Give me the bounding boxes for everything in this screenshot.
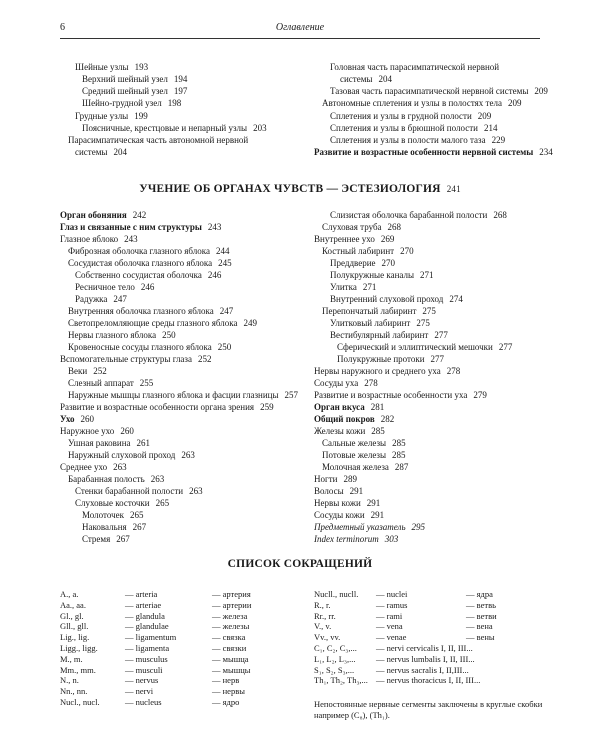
toc-entry-page: 242 — [132, 210, 147, 220]
toc-entry-page: 199 — [134, 111, 148, 121]
toc-entry-title: Предметный указатель — [314, 522, 406, 532]
toc-entry-page: 277 — [434, 330, 448, 340]
abbreviation: C₁, C₂, C₃,... — [314, 643, 357, 653]
toc-entry-page: 249 — [243, 318, 257, 328]
toc-entry — [82, 510, 144, 521]
toc-entry-page: 267 — [116, 534, 130, 544]
abbreviation-russian: — связки — [212, 643, 247, 653]
toc-entry — [68, 135, 248, 146]
toc-entry-title: Собственно сосудистая оболочка — [75, 270, 202, 280]
abbreviation: N., n. — [60, 675, 79, 686]
toc-entry-page: 247 — [219, 306, 234, 316]
toc-entry-page: 243 — [207, 222, 222, 232]
abbreviation-latin: — vena — [376, 621, 403, 632]
toc-entry — [330, 86, 548, 97]
section-heading-abbreviations: СПИСОК СОКРАЩЕНИЙ — [227, 558, 373, 570]
toc-entry — [75, 111, 148, 122]
toc-entry-page: 287 — [394, 462, 409, 472]
toc-entry-page: 275 — [422, 306, 436, 316]
abbreviation-latin: — nucleus — [125, 697, 162, 707]
toc-entry — [68, 366, 107, 377]
toc-entry-title: Сальные железы — [322, 438, 387, 448]
toc-entry — [60, 354, 211, 365]
toc-entry-page: 268 — [387, 222, 402, 232]
abbreviation: Nucl., nucl. — [60, 697, 100, 707]
toc-entry — [75, 282, 154, 293]
toc-entry-page: 197 — [173, 86, 188, 96]
toc-entry-page: 260 — [80, 414, 95, 424]
toc-entry-page: 247 — [113, 294, 127, 304]
toc-entry-page: 250 — [217, 342, 232, 352]
toc-entry — [75, 62, 148, 73]
abbreviation: R., r. — [314, 599, 331, 610]
toc-entry-title: Кровеносные сосуды глазного яблока — [68, 342, 212, 352]
toc-entry — [68, 318, 257, 329]
toc-entry-title: Сплетения и узлы в грудной полости — [330, 111, 472, 121]
abbreviation-russian: — связка — [212, 632, 246, 643]
toc-entry-title: Автономные сплетения и узлы в полостях тела — [322, 98, 502, 108]
abbreviation-latin: — nervus lumbalis I, II, III... — [376, 653, 475, 664]
toc-entry-title: Глазное яблоко — [60, 234, 119, 244]
toc-entry-page: 278 — [446, 366, 461, 376]
toc-entry-title: системы — [340, 74, 373, 84]
toc-entry — [82, 534, 130, 545]
toc-entry-title: Костный лабиринт — [322, 246, 395, 256]
abbreviation-latin: — nervus sacralis I, II,III... — [376, 664, 469, 675]
abbreviation-russian: — ветвь — [466, 599, 496, 610]
abbreviation: Aa., aa. — [60, 599, 86, 610]
toc-entry — [60, 222, 221, 233]
toc-entry — [68, 390, 298, 401]
toc-entry-title: Преддверие — [330, 258, 376, 268]
toc-entry-title: Наружные мышцы глазного яблока и фасции глазницы — [68, 390, 279, 400]
abbreviation-russian: — ветви — [466, 610, 497, 621]
toc-entry — [314, 414, 394, 425]
toc-entry-page: 279 — [473, 390, 487, 400]
toc-entry-page: 260 — [120, 426, 134, 436]
toc-entry — [322, 306, 436, 317]
toc-entry-page: 203 — [253, 123, 267, 133]
abbreviation: Th₁, Th₂, Th₃,... — [314, 675, 368, 686]
toc-entry-title: Index terminorum — [314, 534, 379, 544]
toc-entry-title: Развитие и возрастные особенности нервной системы — [314, 147, 534, 157]
abbreviation-latin: — arteria — [125, 589, 158, 599]
toc-entry — [60, 426, 134, 437]
toc-entry-page: 257 — [284, 390, 299, 400]
toc-entry — [82, 98, 181, 109]
toc-entry — [68, 474, 164, 485]
toc-entry-title: Тазовая часть парасимпатической нервной системы — [330, 86, 529, 96]
toc-entry-title: Слизистая оболочка барабанной полости — [330, 210, 488, 220]
toc-entry-page: 268 — [493, 210, 507, 220]
toc-entry-page: 263 — [113, 462, 127, 472]
toc-entry-title: Сосуды уха — [314, 378, 359, 388]
toc-entry — [330, 258, 395, 269]
abbreviation-latin: — glandula — [125, 610, 165, 621]
abbreviation-latin: — musculus — [125, 653, 168, 664]
toc-entry — [314, 486, 363, 497]
toc-entry-page: 277 — [430, 354, 445, 364]
toc-entry — [75, 498, 169, 509]
abbreviation-latin: — musculi — [125, 664, 163, 675]
toc-entry — [330, 282, 376, 293]
abbreviation-russian: — железа — [212, 610, 248, 621]
toc-entry — [75, 270, 221, 281]
toc-entry-page: 245 — [218, 258, 232, 268]
toc-entry-page: 246 — [207, 270, 222, 280]
toc-entry-title: Улитка — [330, 282, 357, 292]
toc-entry-page: 252 — [93, 366, 107, 376]
toc-entry — [60, 234, 138, 245]
toc-entry — [314, 378, 378, 389]
toc-entry-title: Среднее ухо — [60, 462, 108, 472]
abbreviation-latin: — nervi cervicalis I, II, III... — [376, 643, 473, 653]
toc-entry — [322, 462, 408, 473]
toc-entry-title: Сосуды кожи — [314, 510, 365, 520]
abbreviation-russian: — артерия — [212, 589, 251, 599]
abbreviation-latin: — nuclei — [376, 589, 408, 599]
toc-entry — [60, 402, 274, 413]
toc-entry-title: Вестибулярный лабиринт — [330, 330, 429, 340]
toc-entry — [340, 74, 392, 85]
toc-entry — [330, 123, 497, 134]
toc-entry-title: Волосы — [314, 486, 344, 496]
toc-entry-title: Полукружные каналы — [330, 270, 414, 280]
toc-entry — [75, 486, 203, 497]
abbreviation-latin: — glandulae — [125, 621, 169, 632]
toc-entry-page: 295 — [411, 522, 426, 532]
toc-entry-page: 271 — [420, 270, 434, 280]
abbreviation: Nucll., nucll. — [314, 589, 359, 599]
toc-entry-page: 194 — [173, 74, 188, 84]
toc-entry-page: 291 — [366, 498, 381, 508]
toc-entry — [68, 330, 176, 341]
toc-entry-page: 285 — [392, 450, 406, 460]
toc-entry — [82, 86, 187, 97]
toc-entry-title: Слезный аппарат — [68, 378, 134, 388]
abbreviation: Gll., gll. — [60, 621, 89, 632]
toc-entry-title: Внутренний слуховой проход — [330, 294, 444, 304]
toc-entry — [68, 450, 195, 461]
toc-entry-title: Светопреломляющие среды глазного яблока — [68, 318, 238, 328]
abbreviation: V., v. — [314, 621, 332, 632]
toc-entry-page: 271 — [362, 282, 377, 292]
toc-entry — [322, 438, 406, 449]
abbreviation-russian: — артерии — [212, 599, 252, 610]
toc-entry-page: 229 — [491, 135, 506, 145]
abbreviation: Nn., nn. — [60, 686, 88, 697]
abbreviation-latin: — ramus — [376, 599, 408, 610]
toc-entry-page: 259 — [260, 402, 274, 412]
toc-entry — [322, 98, 521, 109]
toc-entry-page: 198 — [167, 98, 182, 108]
toc-entry — [314, 534, 398, 545]
toc-entry-page: 255 — [139, 378, 154, 388]
toc-entry-title: Развитие и возрастные особенности уха — [314, 390, 468, 400]
toc-entry-page: 291 — [349, 486, 364, 496]
toc-entry-title: Сферический и эллиптический мешочки — [337, 342, 493, 352]
toc-entry — [82, 74, 187, 85]
toc-entry-page: 270 — [400, 246, 414, 256]
toc-entry-page: 277 — [498, 342, 513, 352]
toc-entry-title: Внутреннее ухо — [314, 234, 375, 244]
toc-entry — [330, 330, 448, 341]
abbreviation: A., a. — [60, 589, 79, 599]
toc-entry — [330, 210, 507, 221]
toc-entry-title: Железы кожи — [314, 426, 366, 436]
toc-entry-title: Полукружные протоки — [337, 354, 425, 364]
toc-entry-title: Наковальня — [82, 522, 127, 532]
abbreviation-russian: — вена — [466, 621, 493, 632]
toc-entry-title: Ухо — [60, 414, 75, 424]
abbreviation-russian: — ядро — [212, 697, 240, 707]
toc-entry-title: Средний шейный узел — [82, 86, 168, 96]
toc-entry-title: Веки — [68, 366, 88, 376]
toc-entry-title: Грудные узлы — [75, 111, 129, 121]
toc-entry-title: Стремя — [82, 534, 111, 544]
toc-entry-page: 209 — [477, 111, 492, 121]
toc-entry-title: Нервы глазного яблока — [68, 330, 157, 340]
toc-entry-page: 303 — [384, 534, 399, 544]
toc-entry-title: Барабанная полость — [68, 474, 145, 484]
toc-entry — [337, 354, 444, 365]
toc-entry-page: 204 — [113, 147, 127, 157]
toc-entry-page: 267 — [132, 522, 147, 532]
toc-entry-title: Нервы наружного и среднего уха — [314, 366, 441, 376]
toc-entry — [330, 135, 505, 146]
toc-entry-title: Верхний шейный узел — [82, 74, 168, 84]
toc-entry — [314, 426, 385, 437]
toc-entry — [322, 222, 401, 233]
abbreviation: Lig., lig. — [60, 632, 90, 643]
toc-entry-page: 263 — [189, 486, 203, 496]
toc-entry-title: Перепончатый лабиринт — [322, 306, 417, 316]
toc-entry-page: 265 — [155, 498, 170, 508]
toc-entry — [314, 366, 460, 377]
toc-entry — [314, 498, 380, 509]
abbreviation: S₁, S₂, S₃,... — [314, 664, 355, 675]
toc-entry-page: 270 — [381, 258, 396, 268]
abbreviation-russian: — нервы — [212, 686, 245, 697]
toc-entry-title: Глаз и связанные с ним структуры — [60, 222, 202, 232]
abbreviation-latin: — arteriae — [125, 599, 162, 610]
toc-entry-title: Орган обоняния — [60, 210, 127, 220]
toc-entry-page: 209 — [534, 86, 548, 96]
toc-entry-page: 214 — [483, 123, 498, 133]
abbreviation-latin: — ligamenta — [125, 643, 170, 653]
toc-entry-title: Общий покров — [314, 414, 375, 424]
toc-entry-title: Сплетения и узлы в брюшной полости — [330, 123, 478, 133]
toc-entry-title: Парасимпатическая часть автономной нервной — [68, 135, 249, 145]
toc-entry-page: 243 — [124, 234, 138, 244]
toc-entry-title: Орган вкуса — [314, 402, 365, 412]
toc-entry-title: Сплетения и узлы в полости малого таза — [330, 135, 486, 145]
toc-entry — [330, 270, 434, 281]
toc-entry-page: 204 — [378, 74, 392, 84]
toc-entry-title: Ногти — [314, 474, 338, 484]
toc-entry-page: 250 — [162, 330, 176, 340]
toc-entry-title: Шейно-грудной узел — [82, 98, 162, 108]
toc-entry-title: Молоточек — [82, 510, 125, 520]
toc-entry — [60, 414, 94, 425]
toc-entry — [314, 147, 553, 158]
abbreviation-latin: — rami — [376, 610, 403, 621]
toc-entry-title: Улитковый лабиринт — [330, 318, 411, 328]
toc-entry — [82, 123, 267, 134]
toc-entry-title: Радужка — [75, 294, 108, 304]
toc-entry-page: 265 — [130, 510, 144, 520]
toc-entry — [68, 258, 232, 269]
abbreviation: Mm., mm. — [60, 664, 96, 675]
toc-entry-title: Поясничные, крестцовые и непарный узлы — [82, 123, 248, 133]
toc-entry-title: Фиброзная оболочка глазного яблока — [68, 246, 211, 256]
toc-entry-page: 282 — [380, 414, 395, 424]
abbreviation-russian: — ядра — [466, 589, 493, 599]
toc-entry-page: 261 — [136, 438, 150, 448]
abbreviation-latin: — nervi — [125, 686, 154, 697]
toc-entry-page: 244 — [216, 246, 230, 256]
toc-entry-page: 263 — [181, 450, 195, 460]
toc-entry — [314, 234, 394, 245]
toc-entry-page: 289 — [343, 474, 357, 484]
toc-entry-page: 193 — [134, 62, 149, 72]
abbreviation: Vv., vv. — [314, 632, 341, 643]
toc-entry — [337, 342, 512, 353]
abbreviation-russian: — мышцы — [212, 664, 251, 675]
toc-entry — [322, 450, 406, 461]
toc-entry-title: системы — [75, 147, 108, 157]
toc-entry — [68, 342, 231, 353]
toc-entry-page: 234 — [539, 147, 553, 157]
toc-entry — [330, 62, 499, 73]
toc-entry-title: Стенки барабанной полости — [75, 486, 184, 496]
page-number: 6 — [60, 22, 65, 33]
abbreviation-russian: — вены — [466, 632, 495, 643]
toc-entry — [68, 438, 150, 449]
toc-entry-title: Развитие и возрастные особенности органа зрения — [60, 402, 255, 412]
toc-entry — [82, 522, 146, 533]
toc-entry-page: 275 — [416, 318, 430, 328]
toc-entry-title: Слуховая труба — [322, 222, 382, 232]
toc-entry-page: 274 — [449, 294, 463, 304]
toc-entry — [330, 294, 463, 305]
abbreviation-latin: — nervus — [125, 675, 159, 686]
abbreviation-latin: — ligamentum — [125, 632, 177, 643]
toc-entry-page: 263 — [150, 474, 165, 484]
toc-entry-page: 209 — [507, 98, 522, 108]
toc-entry — [322, 246, 414, 257]
toc-entry-title: Наружный слуховой проход — [68, 450, 176, 460]
section-page-number: 241 — [446, 184, 461, 194]
toc-entry — [60, 462, 127, 473]
abbreviation-latin: — venae — [376, 632, 407, 643]
header-rule — [60, 38, 540, 39]
toc-entry-page: 285 — [371, 426, 385, 436]
toc-entry-title: Слуховые косточки — [75, 498, 150, 508]
toc-entry-title: Наружное ухо — [60, 426, 115, 436]
section-heading-esthesiology — [0, 183, 600, 195]
toc-entry-title: Шейные узлы — [75, 62, 129, 72]
toc-entry — [314, 474, 357, 485]
toc-entry — [68, 306, 233, 317]
toc-entry-page: 285 — [392, 438, 406, 448]
abbreviation-russian: — железы — [212, 621, 250, 632]
toc-entry-title: Ресничное тело — [75, 282, 135, 292]
toc-entry — [68, 246, 230, 257]
abbreviation: Ligg., ligg. — [60, 643, 98, 653]
toc-entry — [314, 402, 384, 413]
toc-entry-title: Потовые железы — [322, 450, 387, 460]
toc-entry-title: Сосудистая оболочка глазного яблока — [68, 258, 213, 268]
abbreviation: Gl., gl. — [60, 610, 84, 621]
toc-entry — [75, 147, 127, 158]
toc-entry-title: Нервы кожи — [314, 498, 361, 508]
abbreviation: Rr., rr. — [314, 610, 336, 621]
toc-entry-page: 291 — [370, 510, 385, 520]
toc-entry-page: 269 — [380, 234, 395, 244]
abbreviation: L₁, L₂, L₃,... — [314, 653, 356, 664]
toc-entry-page: 278 — [364, 378, 378, 388]
abbreviation: M., m. — [60, 653, 83, 664]
toc-entry — [330, 318, 430, 329]
toc-entry — [60, 210, 146, 221]
abbreviations-note: Непостоянные нервные сегменты заключены в круглые скобки например (C₈), (Th₁). — [314, 699, 543, 720]
toc-entry — [68, 378, 153, 389]
section-title-text: УЧЕНИЕ ОБ ОРГАНАХ ЧУВСТВ — ЭСТЕЗИОЛОГИЯ — [139, 183, 441, 195]
toc-entry-title: Внутренняя оболочка глазного яблока — [68, 306, 214, 316]
toc-entry — [314, 510, 384, 521]
abbreviation-russian: — нерв — [212, 675, 240, 686]
abbreviation-latin: — nervus thoracicus I, II, III... — [376, 675, 481, 686]
running-header: Оглавление — [275, 22, 325, 33]
toc-entry-page: 246 — [140, 282, 155, 292]
abbreviation-russian: — мышца — [212, 653, 249, 664]
toc-entry — [330, 111, 491, 122]
toc-entry-title: Ушная раковина — [68, 438, 131, 448]
toc-entry-title: Вспомогательные структуры глаза — [60, 354, 192, 364]
toc-entry — [314, 522, 425, 533]
toc-entry-title: Молочная железа — [322, 462, 389, 472]
toc-entry — [314, 390, 487, 401]
toc-entry — [75, 294, 127, 305]
toc-entry-page: 281 — [370, 402, 385, 412]
toc-entry-title: Головная часть парасимпатической нервной — [330, 62, 500, 72]
toc-entry-page: 252 — [197, 354, 212, 364]
